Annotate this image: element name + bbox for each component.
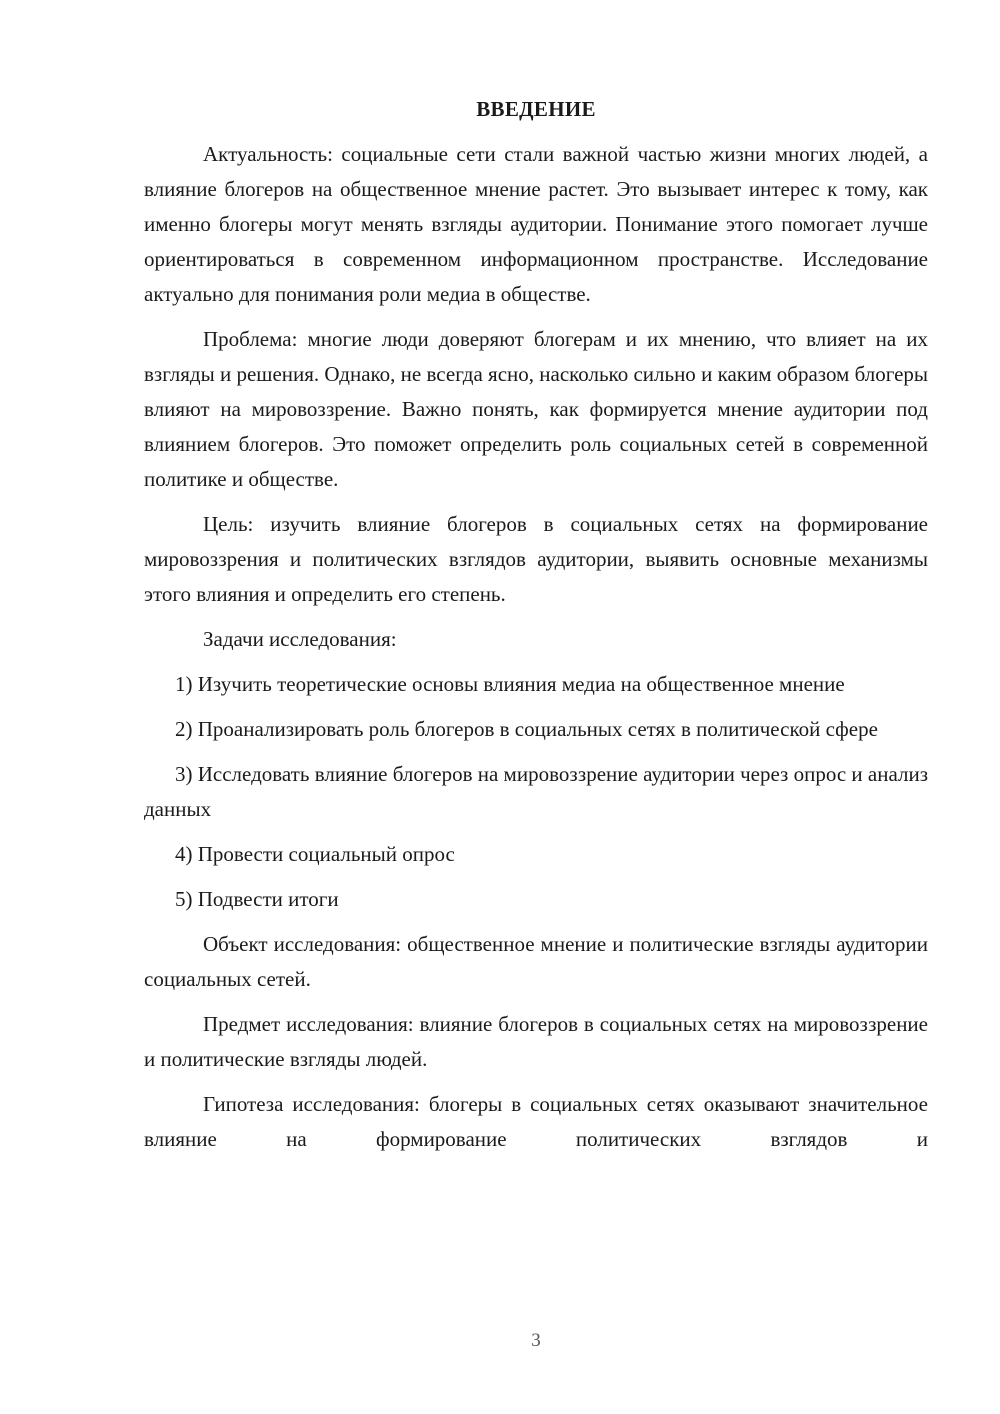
paragraph-relevance: Актуальность: социальные сети стали важной частью жизни многих людей, а влияние блогеров на общественное мнение растет. Это вызывает интерес к тому, как именно блогеры могут менять взгляды аудитории. Понимание этого помогает лучше ориентироваться в современном информационном пространстве. Исследование актуально для понимания роли медиа в обществе.: [144, 142, 928, 306]
task-item-2: 2) Проанализировать роль блогеров в социальных сетях в политической сфере: [175, 717, 878, 741]
paragraph-hypothesis: Гипотеза исследования: блогеры в социальных сетях оказывают значительное влияние на формирование политических взглядов и: [144, 1092, 928, 1151]
paragraph-goal: Цель: изучить влияние блогеров в социальных сетях на формирование мировоззрения и политических взглядов аудитории, выявить основные механизмы этого влияния и определить его степень.: [144, 512, 928, 606]
page-content: [144, 92, 928, 1157]
paragraph-problem: Проблема: многие люди доверяют блогерам и их мнению, что влияет на их взгляды и решения. Однако, не всегда ясно, насколько сильно и каким образом блогеры влияют на мировоззрение. Важно понять, как формируется мнение аудитории под влиянием блогеров. Это поможет определить роль социальных сетей в современной политике и обществе.: [144, 327, 928, 491]
task-item-4: 4) Провести социальный опрос: [175, 842, 455, 866]
tasks-title: Задачи исследования:: [203, 627, 397, 651]
paragraph-object: Объект исследования: общественное мнение и политические взгляды аудитории социальных сетей.: [144, 932, 928, 991]
task-item-5: 5) Подвести итоги: [175, 887, 339, 911]
task-item-1: 1) Изучить теоретические основы влияния медиа на общественное мнение: [175, 672, 845, 696]
section-heading: ВВЕДЕНИЕ: [476, 97, 596, 121]
task-item-3: 3) Исследовать влияние блогеров на мировоззрение аудитории через опрос и анализ данных: [144, 762, 928, 821]
paragraph-subject: Предмет исследования: влияние блогеров в социальных сетях на мировоззрение и политические взгляды людей.: [144, 1012, 928, 1071]
page-number: 3: [531, 1330, 541, 1351]
